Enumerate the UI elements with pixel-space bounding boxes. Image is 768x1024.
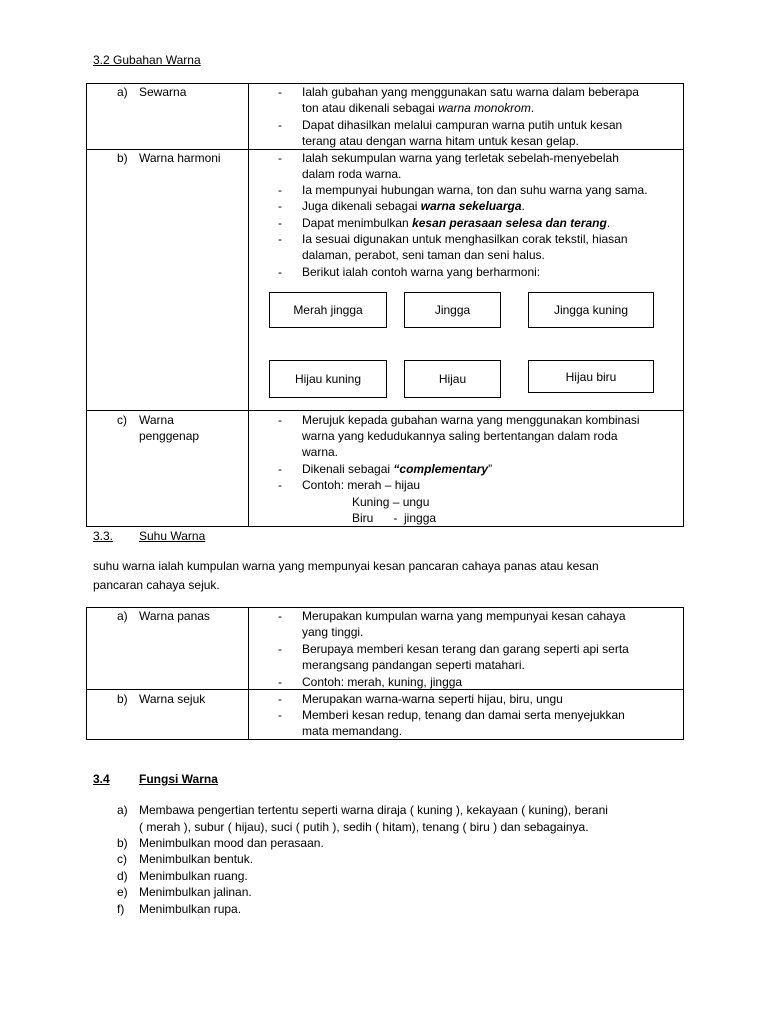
list-text: ( merah ), subur ( hijau), suci ( putih ), sedih ( hitam), tenang ( biru ) dan sebagainya. <box>139 820 589 834</box>
list-text: Menimbulkan mood dan perasaan. <box>139 836 324 850</box>
list-text: Menimbulkan jalinan. <box>139 885 252 899</box>
bullet-text: Ia sesuai digunakan untuk menghasilkan corak tekstil, hiasan <box>302 232 628 246</box>
bullet-dash: - <box>278 478 282 492</box>
bullet-dash: - <box>278 151 282 165</box>
bullet-text: Contoh: merah, kuning, jingga <box>302 675 463 689</box>
row-letter: b) <box>117 692 128 706</box>
bullet-dash: - <box>278 609 282 623</box>
row-letter: c) <box>117 413 127 427</box>
bullet-text: Contoh: merah – hijau <box>302 478 421 492</box>
color-box-merah-jingga: Merah jingga <box>269 292 387 328</box>
color-box-hijau-kuning: Hijau kuning <box>269 360 387 398</box>
section-3-3-intro: suhu warna ialah kumpulan warna yang mempunyai kesan pancaran cahaya panas atau kesan <box>93 559 599 573</box>
section-3-3-number: 3.3. <box>93 529 114 543</box>
bullet-text: Merujuk kepada gubahan warna yang menggunakan kombinasi <box>302 413 640 427</box>
bullet-text: Biru - jingga <box>352 511 437 525</box>
color-box-jingga-kuning: Jingga kuning <box>528 292 654 328</box>
bullet-dash: - <box>278 232 282 246</box>
list-text: Menimbulkan rupa. <box>139 902 242 916</box>
bullet-dash: - <box>278 692 282 706</box>
list-letter: d) <box>117 869 128 883</box>
row-letter: a) <box>117 609 128 623</box>
list-letter: c) <box>117 852 127 866</box>
bullet-text: Juga dikenali sebagai warna sekeluarga. <box>302 199 525 213</box>
list-text: Menimbulkan ruang. <box>139 869 248 883</box>
bullet-dash: - <box>278 85 282 99</box>
section-3-3-title: Suhu Warna <box>139 529 206 543</box>
list-letter: e) <box>117 885 128 899</box>
bullet-dash: - <box>278 265 282 279</box>
list-letter: f) <box>117 902 125 916</box>
bullet-text: Dapat dihasilkan melalui campuran warna putih untuk kesan <box>302 118 623 132</box>
bullet-text: Ialah sekumpulan warna yang terletak sebelah-menyebelah <box>302 151 619 165</box>
bullet-text: dalaman, perabot, seni taman dan seni halus. <box>302 248 545 262</box>
color-box-hijau-biru: Hijau biru <box>528 360 654 393</box>
bullet-dash: - <box>278 708 282 722</box>
row-label: Warna <box>139 413 174 427</box>
bullet-dash: - <box>278 413 282 427</box>
section-3-2-heading: 3.2 Gubahan Warna <box>93 53 201 67</box>
row-label: Warna sejuk <box>139 692 206 706</box>
bullet-text: mata memandang. <box>302 724 403 738</box>
bullet-text: merangsang pandangan seperti matahari. <box>302 658 525 672</box>
bullet-text: Ialah gubahan yang menggunakan satu warna dalam beberapa <box>302 85 639 99</box>
bullet-text: Berikut ialah contoh warna yang berharmoni: <box>302 265 541 279</box>
bullet-text: dalam roda warna. <box>302 167 402 181</box>
bullet-text: Merupakan warna-warna seperti hijau, biru, ungu <box>302 692 563 706</box>
bullet-dash: - <box>278 199 282 213</box>
bullet-dash: - <box>278 462 282 476</box>
section-3-4-title: Fungsi Warna <box>139 772 218 786</box>
section-3-3-intro: pancaran cahaya sejuk. <box>93 578 220 592</box>
bullet-dash: - <box>278 642 282 656</box>
bullet-text: terang atau dengan warna hitam untuk kesan gelap. <box>302 134 579 148</box>
bullet-text: Kuning – ungu <box>352 495 430 509</box>
list-text: Membawa pengertian tertentu seperti warna diraja ( kuning ), kekayaan ( kuning), berani <box>139 803 608 817</box>
row-label: Sewarna <box>139 85 187 99</box>
bullet-text: warna yang kedudukannya saling bertentangan dalam roda <box>302 429 618 443</box>
bullet-text: Dikenali sebagai “complementary” <box>302 462 493 476</box>
bullet-text: Dapat menimbulkan kesan perasaan selesa dan terang. <box>302 216 611 230</box>
section-3-4-number: 3.4 <box>93 772 110 786</box>
row-letter: a) <box>117 85 128 99</box>
bullet-text: warna. <box>302 445 339 459</box>
color-box-hijau: Hijau <box>404 360 501 398</box>
bullet-dash: - <box>278 675 282 689</box>
list-text: Menimbulkan bentuk. <box>139 852 254 866</box>
bullet-dash: - <box>278 118 282 132</box>
color-box-jingga: Jingga <box>404 292 501 328</box>
bullet-text: Merupakan kumpulan warna yang mempunyai kesan cahaya <box>302 609 626 623</box>
bullet-text: Berupaya memberi kesan terang dan garang seperti api serta <box>302 642 629 656</box>
bullet-text: ton atau dikenali sebagai warna monokrom. <box>302 101 535 115</box>
row-label: penggenap <box>139 429 200 443</box>
row-letter: b) <box>117 151 128 165</box>
row-label: Warna harmoni <box>139 151 221 165</box>
bullet-dash: - <box>278 183 282 197</box>
list-letter: b) <box>117 836 128 850</box>
bullet-dash: - <box>278 216 282 230</box>
row-label: Warna panas <box>139 609 210 623</box>
bullet-text: yang tinggi. <box>302 625 364 639</box>
list-letter: a) <box>117 803 128 817</box>
bullet-text: Memberi kesan redup, tenang dan damai serta menyejukkan <box>302 708 625 722</box>
bullet-text: Ia mempunyai hubungan warna, ton dan suhu warna yang sama. <box>302 183 648 197</box>
